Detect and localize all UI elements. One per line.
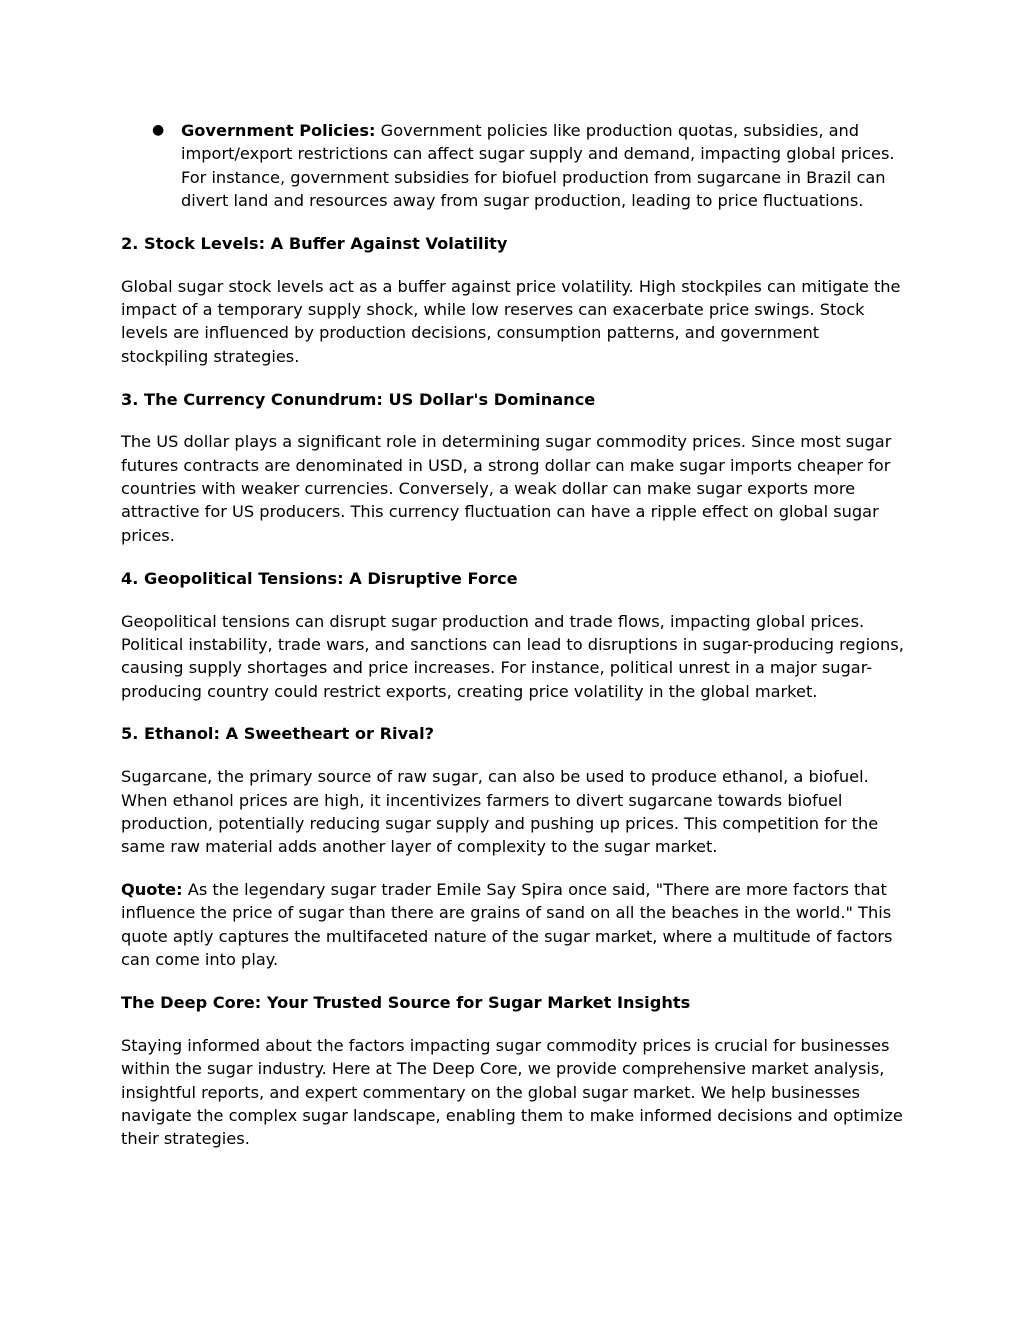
section-heading-stock-levels: 2. Stock Levels: A Buffer Against Volatility xyxy=(121,233,508,253)
section-body-stock-levels: Global sugar stock levels act as a buffer against price volatility. High stockpiles can mitigate the impact of a temporary supply shock, while low reserves can exacerbate price swings. Stock levels are influenced by production decisions, consumption patterns, and government stockpiling strategies. xyxy=(121,276,901,366)
section-body-currency: The US dollar plays a significant role in determining sugar commodity prices. Since most sugar futures contracts are denominated in USD, a strong dollar can make sugar imports cheaper for countries with weaker currencies. Conversely, a weak dollar can make sugar exports more attractive for US producers. This currency fluctuation can have a ripple effect on global sugar prices. xyxy=(121,432,892,545)
section-heading-deep-core: The Deep Core: Your Trusted Source for Sugar Market Insights xyxy=(121,992,691,1012)
section-heading-currency: 3. The Currency Conundrum: US Dollar's Dominance xyxy=(121,389,596,409)
section-body-geopolitical: Geopolitical tensions can disrupt sugar production and trade flows, impacting global prices. Political instability, trade wars, and sanctions can lead to disruptions in sugar-producing regions, causing supply shortages and price increases. For instance, political unrest in a major sugar-producing country could restrict exports, creating price volatility in the global market. xyxy=(121,611,904,701)
bullet-text: Government policies like production quotas, subsidies, and import/export restrictions can affect sugar supply and demand, impacting global prices. For instance, government subsidies for biofuel production from sugarcane in Brazil can divert land and resources away from sugar production, leading to price fluctuations. xyxy=(181,121,895,211)
quote-paragraph xyxy=(121,878,911,971)
quote-text: As the legendary sugar trader Emile Say Spira once said, "There are more factors that influence the price of sugar than there are grains of sand on all the beaches in the world." This quote aptly captures the multifaceted nature of the sugar market, where a multitude of factors can come into play. xyxy=(121,880,893,970)
section-heading-ethanol: 5. Ethanol: A Sweetheart or Rival? xyxy=(121,724,435,744)
bullet-item-government-policies xyxy=(121,119,911,212)
bullet-label: Government Policies: xyxy=(181,121,376,140)
bullet-marker: ● xyxy=(152,122,165,138)
quote-label: Quote: xyxy=(121,880,183,900)
document-page xyxy=(121,119,911,1170)
section-body-ethanol: Sugarcane, the primary source of raw sugar, can also be used to produce ethanol, a biofuel. When ethanol prices are high, it incentivizes farmers to divert sugarcane towards biofuel production, potentially reducing sugar supply and pushing up prices. This competition for the same raw material adds another layer of complexity to the sugar market. xyxy=(121,767,879,857)
section-body-deep-core: Staying informed about the factors impacting sugar commodity prices is crucial for businesses within the sugar industry. Here at The Deep Core, we provide comprehensive market analysis, insightful reports, and expert commentary on the global sugar market. We help businesses navigate the complex sugar landscape, enabling them to make informed decisions and optimize their strategies. xyxy=(121,1035,903,1149)
section-heading-geopolitical: 4. Geopolitical Tensions: A Disruptive Force xyxy=(121,568,518,588)
